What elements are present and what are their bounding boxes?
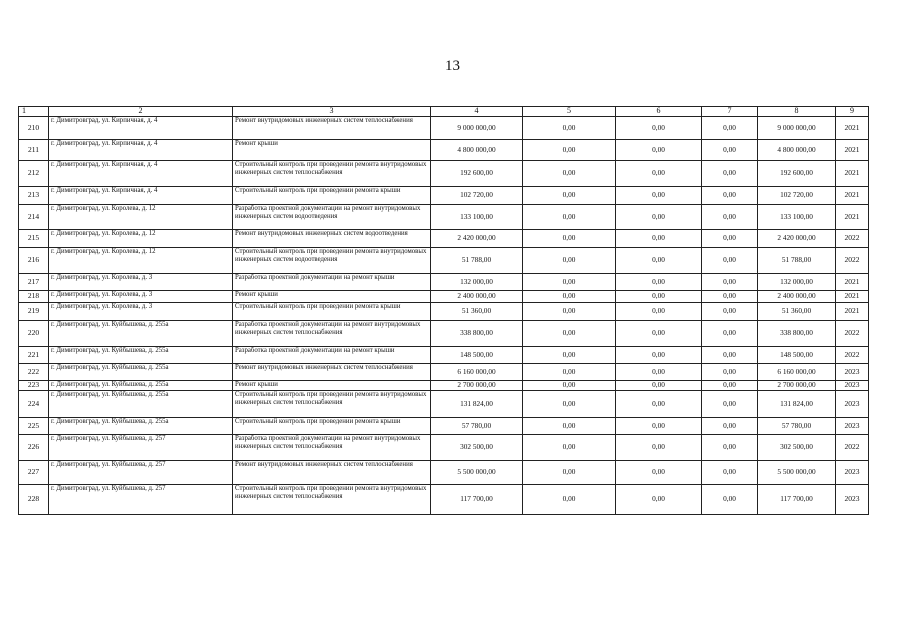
amount-cell: 131 824,00	[431, 391, 523, 418]
table-row	[19, 364, 869, 381]
amount-cell: 6 160 000,00	[758, 364, 836, 381]
table-row	[19, 418, 869, 435]
amount-cell: 2 420 000,00	[431, 230, 523, 248]
table-row	[19, 435, 869, 461]
year-cell: 2022	[836, 321, 869, 347]
amount-cell: 0,00	[523, 391, 616, 418]
amount-cell: 2 420 000,00	[758, 230, 836, 248]
table-row	[19, 321, 869, 347]
row-number: 225	[19, 418, 49, 435]
amount-cell: 0,00	[523, 461, 616, 485]
amount-cell: 9 000 000,00	[758, 117, 836, 140]
work-type-cell: Разработка проектной документации на ремонт внутридомовых инженерных систем водоотведения	[233, 205, 431, 230]
amount-cell: 4 800 000,00	[758, 140, 836, 161]
amount-cell: 0,00	[523, 381, 616, 391]
amount-cell: 5 500 000,00	[431, 461, 523, 485]
amount-cell: 102 720,00	[758, 187, 836, 205]
row-number: 220	[19, 321, 49, 347]
amount-cell: 2 700 000,00	[758, 381, 836, 391]
header-row	[19, 107, 869, 117]
amount-cell: 148 500,00	[758, 347, 836, 364]
work-type-cell: Строительный контроль при проведении ремонта крыши	[233, 303, 431, 321]
amount-cell: 0,00	[702, 140, 758, 161]
amount-cell: 0,00	[702, 485, 758, 515]
column-header: 4	[431, 107, 523, 117]
amount-cell: 0,00	[616, 381, 702, 391]
amount-cell: 0,00	[702, 161, 758, 187]
amount-cell: 0,00	[616, 364, 702, 381]
table-row	[19, 230, 869, 248]
year-cell: 2023	[836, 381, 869, 391]
row-number: 210	[19, 117, 49, 140]
amount-cell: 51 788,00	[758, 248, 836, 274]
amount-cell: 0,00	[702, 205, 758, 230]
amount-cell: 117 700,00	[431, 485, 523, 515]
amount-cell: 0,00	[523, 291, 616, 303]
amount-cell: 0,00	[616, 205, 702, 230]
work-type-cell: Строительный контроль при проведении ремонта внутридомовых инженерных систем теплоснабжения	[233, 391, 431, 418]
table-row	[19, 381, 869, 391]
amount-cell: 0,00	[702, 461, 758, 485]
year-cell: 2022	[836, 435, 869, 461]
year-cell: 2023	[836, 485, 869, 515]
work-type-cell: Разработка проектной документации на ремонт крыши	[233, 274, 431, 291]
work-type-cell: Строительный контроль при проведении ремонта внутридомовых инженерных систем теплоснабжения	[233, 161, 431, 187]
year-cell: 2021	[836, 117, 869, 140]
row-number: 212	[19, 161, 49, 187]
amount-cell: 0,00	[702, 117, 758, 140]
amount-cell: 0,00	[616, 391, 702, 418]
row-number: 216	[19, 248, 49, 274]
address-cell: г. Димитровград, ул. Куйбышева, д. 255а	[49, 347, 233, 364]
table-row	[19, 187, 869, 205]
amount-cell: 302 500,00	[431, 435, 523, 461]
amount-cell: 0,00	[616, 248, 702, 274]
amount-cell: 0,00	[616, 274, 702, 291]
address-cell: г. Димитровград, ул. Королева, д. 12	[49, 248, 233, 274]
amount-cell: 4 800 000,00	[431, 140, 523, 161]
amount-cell: 0,00	[523, 347, 616, 364]
amount-cell: 57 780,00	[758, 418, 836, 435]
amount-cell: 0,00	[523, 364, 616, 381]
table-row	[19, 161, 869, 187]
amount-cell: 133 100,00	[758, 205, 836, 230]
row-number: 222	[19, 364, 49, 381]
amount-cell: 0,00	[523, 230, 616, 248]
amount-cell: 132 000,00	[758, 274, 836, 291]
column-header: 9	[836, 107, 869, 117]
amount-cell: 51 788,00	[431, 248, 523, 274]
work-type-cell: Строительный контроль при проведении ремонта внутридомовых инженерных систем теплоснабжения	[233, 485, 431, 515]
amount-cell: 0,00	[616, 485, 702, 515]
address-cell: г. Димитровград, ул. Королева, д. 3	[49, 291, 233, 303]
row-number: 226	[19, 435, 49, 461]
amount-cell: 0,00	[523, 248, 616, 274]
amount-cell: 117 700,00	[758, 485, 836, 515]
year-cell: 2021	[836, 291, 869, 303]
address-cell: г. Димитровград, ул. Королева, д. 3	[49, 274, 233, 291]
row-number: 215	[19, 230, 49, 248]
amount-cell: 0,00	[616, 187, 702, 205]
table-row	[19, 140, 869, 161]
address-cell: г. Димитровград, ул. Куйбышева, д. 255а	[49, 391, 233, 418]
address-cell: г. Димитровград, ул. Куйбышева, д. 255а	[49, 381, 233, 391]
work-type-cell: Строительный контроль при проведении ремонта крыши	[233, 418, 431, 435]
address-cell: г. Димитровград, ул. Куйбышева, д. 255а	[49, 418, 233, 435]
amount-cell: 0,00	[616, 161, 702, 187]
amount-cell: 51 360,00	[431, 303, 523, 321]
amount-cell: 0,00	[523, 274, 616, 291]
amount-cell: 0,00	[702, 391, 758, 418]
year-cell: 2021	[836, 140, 869, 161]
amount-cell: 0,00	[523, 435, 616, 461]
amount-cell: 0,00	[702, 418, 758, 435]
row-number: 213	[19, 187, 49, 205]
work-type-cell: Ремонт крыши	[233, 291, 431, 303]
year-cell: 2021	[836, 274, 869, 291]
table-row	[19, 303, 869, 321]
amount-cell: 5 500 000,00	[758, 461, 836, 485]
amount-cell: 0,00	[523, 161, 616, 187]
amount-cell: 0,00	[616, 435, 702, 461]
amount-cell: 0,00	[523, 418, 616, 435]
capital-repair-table	[18, 106, 869, 515]
row-number: 219	[19, 303, 49, 321]
address-cell: г. Димитровград, ул. Куйбышева, д. 257	[49, 485, 233, 515]
amount-cell: 0,00	[523, 321, 616, 347]
amount-cell: 0,00	[616, 291, 702, 303]
amount-cell: 0,00	[523, 117, 616, 140]
amount-cell: 102 720,00	[431, 187, 523, 205]
address-cell: г. Димитровград, ул. Кирпичная, д. 4	[49, 117, 233, 140]
amount-cell: 0,00	[523, 303, 616, 321]
amount-cell: 0,00	[702, 321, 758, 347]
work-type-cell: Ремонт внутридомовых инженерных систем теплоснабжения	[233, 461, 431, 485]
work-type-cell: Ремонт внутридомовых инженерных систем водоотведения	[233, 230, 431, 248]
amount-cell: 0,00	[616, 347, 702, 364]
amount-cell: 192 600,00	[431, 161, 523, 187]
table-body	[19, 117, 869, 515]
row-number: 214	[19, 205, 49, 230]
column-header: 2	[49, 107, 233, 117]
work-type-cell: Ремонт внутридомовых инженерных систем теплоснабжения	[233, 117, 431, 140]
work-type-cell: Ремонт крыши	[233, 140, 431, 161]
column-header: 8	[758, 107, 836, 117]
address-cell: г. Димитровград, ул. Куйбышева, д. 255а	[49, 364, 233, 381]
address-cell: г. Димитровград, ул. Куйбышева, д. 257	[49, 461, 233, 485]
year-cell: 2023	[836, 418, 869, 435]
address-cell: г. Димитровград, ул. Королева, д. 12	[49, 205, 233, 230]
amount-cell: 0,00	[702, 274, 758, 291]
page-number: 13	[445, 58, 460, 74]
table-row	[19, 461, 869, 485]
row-number: 218	[19, 291, 49, 303]
year-cell: 2021	[836, 187, 869, 205]
amount-cell: 0,00	[523, 205, 616, 230]
amount-cell: 0,00	[702, 291, 758, 303]
amount-cell: 0,00	[702, 230, 758, 248]
amount-cell: 0,00	[523, 140, 616, 161]
column-header: 5	[523, 107, 616, 117]
amount-cell: 0,00	[702, 187, 758, 205]
amount-cell: 9 000 000,00	[431, 117, 523, 140]
work-type-cell: Ремонт крыши	[233, 381, 431, 391]
column-header: 7	[702, 107, 758, 117]
table-row	[19, 248, 869, 274]
amount-cell: 338 800,00	[431, 321, 523, 347]
amount-cell: 0,00	[616, 140, 702, 161]
column-header: 3	[233, 107, 431, 117]
amount-cell: 302 500,00	[758, 435, 836, 461]
work-type-cell: Разработка проектной документации на ремонт крыши	[233, 347, 431, 364]
address-cell: г. Димитровград, ул. Кирпичная, д. 4	[49, 140, 233, 161]
row-number: 221	[19, 347, 49, 364]
amount-cell: 0,00	[616, 230, 702, 248]
amount-cell: 2 700 000,00	[431, 381, 523, 391]
year-cell: 2023	[836, 461, 869, 485]
year-cell: 2022	[836, 248, 869, 274]
amount-cell: 0,00	[616, 461, 702, 485]
work-type-cell: Разработка проектной документации на ремонт внутридомовых инженерных систем теплоснабжения	[233, 435, 431, 461]
amount-cell: 192 600,00	[758, 161, 836, 187]
address-cell: г. Димитровград, ул. Королева, д. 3	[49, 303, 233, 321]
address-cell: г. Димитровград, ул. Кирпичная, д. 4	[49, 187, 233, 205]
amount-cell: 2 400 000,00	[758, 291, 836, 303]
table-row	[19, 291, 869, 303]
table-row	[19, 347, 869, 364]
amount-cell: 0,00	[523, 485, 616, 515]
amount-cell: 0,00	[702, 347, 758, 364]
row-number: 224	[19, 391, 49, 418]
year-cell: 2022	[836, 347, 869, 364]
year-cell: 2022	[836, 230, 869, 248]
amount-cell: 0,00	[702, 248, 758, 274]
work-type-cell: Ремонт внутридомовых инженерных систем теплоснабжения	[233, 364, 431, 381]
row-number: 227	[19, 461, 49, 485]
row-number: 217	[19, 274, 49, 291]
amount-cell: 0,00	[616, 418, 702, 435]
amount-cell: 2 400 000,00	[431, 291, 523, 303]
column-header: 1	[19, 107, 49, 117]
amount-cell: 0,00	[702, 364, 758, 381]
table-row	[19, 485, 869, 515]
table-row	[19, 274, 869, 291]
year-cell: 2023	[836, 391, 869, 418]
table-row	[19, 391, 869, 418]
work-type-cell: Разработка проектной документации на ремонт внутридомовых инженерных систем теплоснабжения	[233, 321, 431, 347]
amount-cell: 0,00	[702, 435, 758, 461]
column-header: 6	[616, 107, 702, 117]
amount-cell: 0,00	[523, 187, 616, 205]
year-cell: 2021	[836, 161, 869, 187]
address-cell: г. Димитровград, ул. Королева, д. 12	[49, 230, 233, 248]
amount-cell: 132 000,00	[431, 274, 523, 291]
row-number: 211	[19, 140, 49, 161]
row-number: 228	[19, 485, 49, 515]
amount-cell: 148 500,00	[431, 347, 523, 364]
work-type-cell: Строительный контроль при проведении ремонта крыши	[233, 187, 431, 205]
year-cell: 2021	[836, 303, 869, 321]
year-cell: 2021	[836, 205, 869, 230]
table-row	[19, 117, 869, 140]
amount-cell: 0,00	[616, 321, 702, 347]
work-type-cell: Строительный контроль при проведении ремонта внутридомовых инженерных систем водоотведения	[233, 248, 431, 274]
amount-cell: 0,00	[616, 303, 702, 321]
amount-cell: 0,00	[702, 381, 758, 391]
year-cell: 2023	[836, 364, 869, 381]
amount-cell: 6 160 000,00	[431, 364, 523, 381]
amount-cell: 338 800,00	[758, 321, 836, 347]
amount-cell: 0,00	[616, 117, 702, 140]
amount-cell: 133 100,00	[431, 205, 523, 230]
address-cell: г. Димитровград, ул. Кирпичная, д. 4	[49, 161, 233, 187]
amount-cell: 131 824,00	[758, 391, 836, 418]
address-cell: г. Димитровград, ул. Куйбышева, д. 255а	[49, 321, 233, 347]
amount-cell: 51 360,00	[758, 303, 836, 321]
address-cell: г. Димитровград, ул. Куйбышева, д. 257	[49, 435, 233, 461]
table-row	[19, 205, 869, 230]
amount-cell: 0,00	[702, 303, 758, 321]
row-number: 223	[19, 381, 49, 391]
amount-cell: 57 780,00	[431, 418, 523, 435]
